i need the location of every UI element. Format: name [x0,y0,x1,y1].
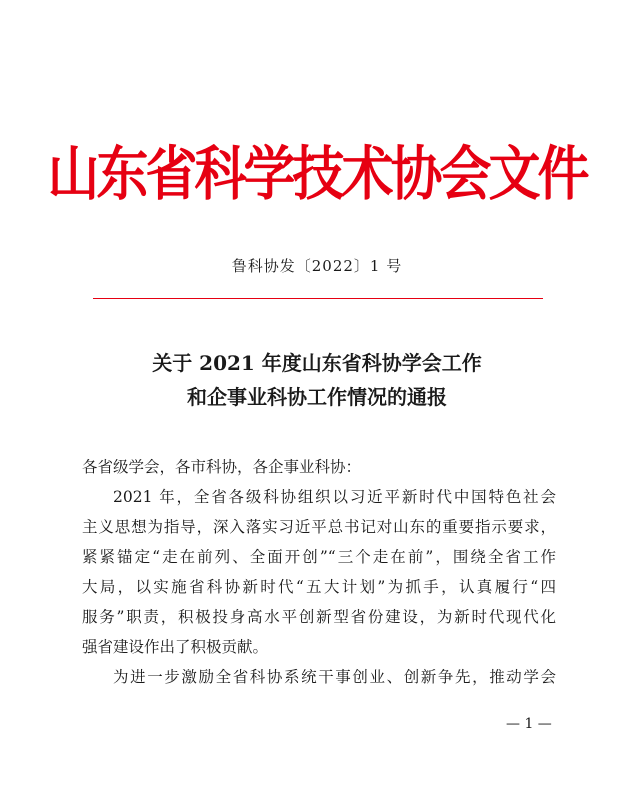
red-divider-line [93,298,543,299]
notice-title-line-2: 和企事业科协工作情况的通报 [187,385,447,409]
issuer-header-title: 山东省科学技术协会文件 [47,141,587,209]
paragraph-1-line-1: 2021 年，全省各级科协组织以习近平新时代中国特色社会 [113,488,556,506]
paragraph-1-line-5: 服务”职责，积极投身高水平创新型省份建设，为新时代现代化 [82,608,556,626]
page-number: — 1 — [506,716,552,732]
paragraph-1-line-3: 紧紧锚定“走在前列、全面开创”“三个走在前”，围绕全省工作 [82,548,556,566]
notice-title [0,346,634,414]
notice-title-line-1: 关于 2021 年度山东省科协学会工作 [152,351,482,375]
paragraph-1-line-4: 大局，以实施省科协新时代“五大计划”为抓手，认真履行“四 [82,578,556,596]
document-number: 鲁科协发〔2022〕1 号 [231,257,403,275]
paragraph-2-line-1: 为进一步激励全省科协系统干事创业、创新争先，推动学会 [113,668,556,686]
body-text [82,452,556,692]
salutation: 各省级学会，各市科协，各企事业科协： [82,458,362,476]
paragraph-1-line-6: 强省建设作出了积极贡献。 [82,638,269,656]
paragraph-1-line-2: 主义思想为指导，深入落实习近平总书记对山东的重要指示要求， [82,518,556,536]
